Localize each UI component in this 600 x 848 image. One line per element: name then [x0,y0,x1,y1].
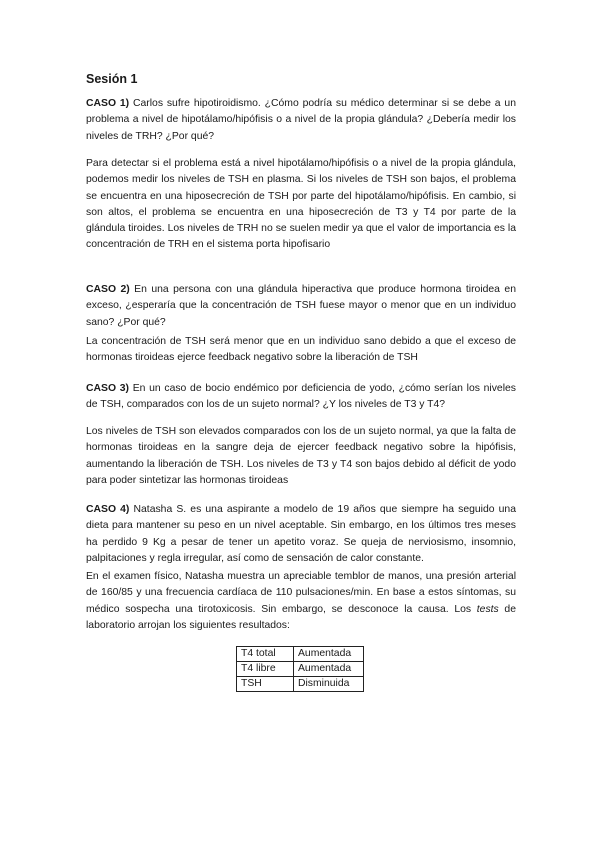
caso3-question [86,381,516,414]
caso3-answer: Los niveles de TSH son elevados comparados con los de un sujeto normal, ya que la falta de hormonas tiroideas en la sangre deja de ejercer feedback negativo sobre la hipófisis, aumentando la liberación de TSH. Los niveles de T3 y T4 son bajos debido al déficit de yodo para poder sintetizar las hormonas tiroideas [86,426,516,486]
caso4-tests-word: tests [476,603,499,615]
caso2-question [86,282,516,331]
table-row [237,662,364,677]
caso4-exam-paragraph [86,569,516,634]
table-row [237,647,364,662]
lab-test-result: Disminuida [294,677,364,692]
lab-test-name: TSH [237,677,294,692]
caso4-question-text: Natasha S. es una aspirante a modelo de 19 años que siempre ha seguido una dieta para mantener su peso en un nivel aceptable. Sin embargo, en los últimos tres meses ha perdido 9 Kg a pesar de tener un apetito voraz. Se queja de nerviosismo, insomnio, palpitaciones y regla irregular, así como de sensación de calor constante. [86,504,516,564]
session-title: Sesión 1 [86,72,138,86]
caso1-question [86,96,516,145]
caso1-label: CASO 1) [86,98,130,109]
caso4-label: CASO 4) [86,504,130,515]
lab-test-name: T4 total [237,647,294,662]
caso1-answer: Para detectar si el problema está a nivel hipotálamo/hipófisis o a nivel de la propia glándula, podemos medir los niveles de TSH en plasma. Si los niveles de TSH son bajos, el problema se encuentra en una hiposecreción de TSH por parte del hipotálamo/hipófisis. En cambio, si son altos, el problema se encuentra en una hiposecreción de T3 y T4 por parte de la glándula tiroides. Los niveles de TRH no se suelen medir ya que el valor de importancia es la concentración de TRH en el sistema porta hipofisario [86,158,516,251]
caso2-label: CASO 2) [86,284,130,295]
caso3-question-text: En un caso de bocio endémico por deficiencia de yodo, ¿cómo serían los niveles de TSH, comparados con los de un sujeto normal? ¿Y los niveles de T3 y T4? [86,383,516,411]
lab-test-result: Aumentada [294,647,364,662]
caso2-question-text: En una persona con una glándula hiperactiva que produce hormona tiroidea en exceso, ¿esperaría que la concentración de TSH fuese mayor o menor que en un individuo sano? ¿Por qué? [86,284,516,328]
lab-test-name: T4 libre [237,662,294,677]
caso4-question [86,502,516,567]
caso4-exam-text-end: de laboratorio arrojan los siguientes resultados: [86,603,516,631]
lab-results-table [236,646,364,692]
caso2-answer: La concentración de TSH será menor que en un individuo sano debido a que el exceso de hormonas tiroideas ejerce feedback negativo sobre la liberación de TSH [86,336,516,364]
caso3-label: CASO 3) [86,383,129,394]
caso4-exam-text: En el examen físico, Natasha muestra un apreciable temblor de manos, una presión arterial de 160/85 y una frecuencia cardíaca de 110 pulsaciones/min. En base a estos síntomas, su médico sospecha una tirotoxicosis. Sin embargo, se desconoce la causa. Los [86,571,516,615]
caso1-question-text: Carlos sufre hipotiroidismo. ¿Cómo podría su médico determinar si se debe a un problema a nivel de hipotálamo/hipófisis o a nivel de la propia glándula? ¿Debería medir los niveles de TRH? ¿Por qué? [86,98,516,142]
table-row [237,677,364,692]
lab-test-result: Aumentada [294,662,364,677]
